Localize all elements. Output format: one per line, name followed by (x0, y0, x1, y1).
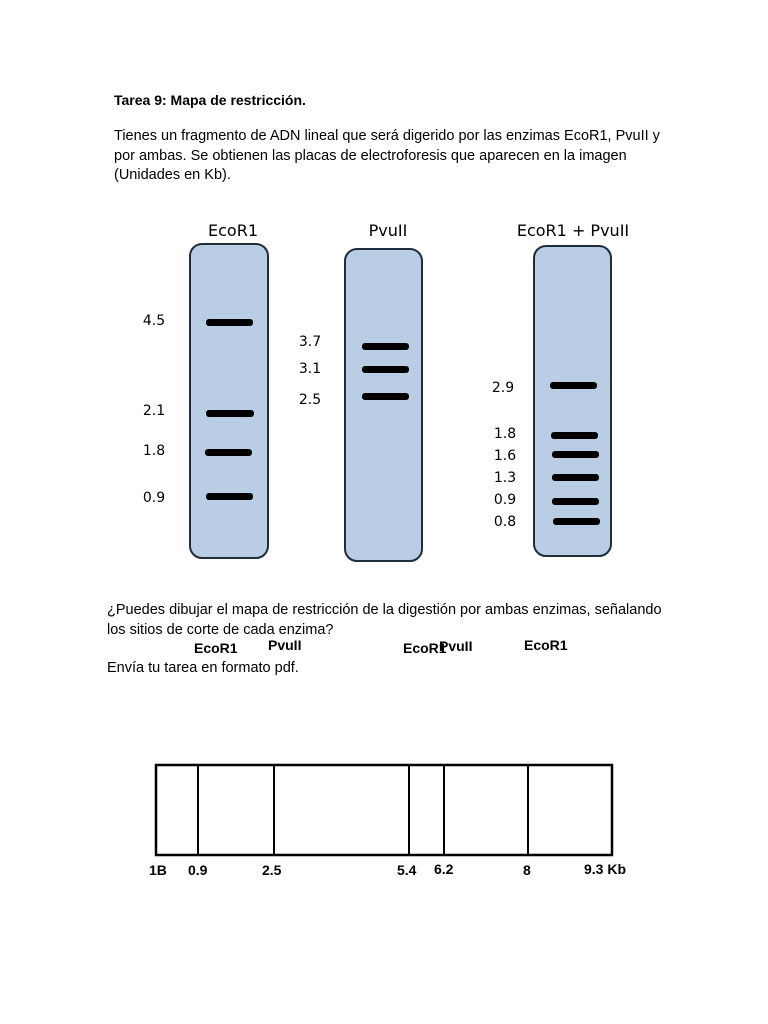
submit-instructions: Envía tu tarea en formato pdf. (107, 660, 299, 676)
gel-lane-ecor1 (190, 244, 268, 558)
band-pvuii-2.5 (362, 393, 409, 400)
map-dna-fragment (156, 765, 612, 855)
assignment-title: Tarea 9: Mapa de restricción. (114, 92, 306, 108)
band-combined-2.9 (550, 382, 597, 389)
band-label: 4.5 (142, 313, 166, 329)
gel-lane-combined (534, 246, 611, 556)
question-text: ¿Puedes dibujar el mapa de restricción de la digestión por ambas enzimas, señalando los sitios de corte de cada enzima? (107, 602, 662, 638)
band-combined-1.3 (552, 474, 599, 481)
band-label: 2.5 (298, 392, 322, 408)
lane-title-pvuii: PvuII (368, 221, 408, 240)
band-label: 1.8 (493, 426, 517, 442)
band-label: 2.1 (142, 403, 166, 419)
band-pvuii-3.7 (362, 343, 409, 350)
assignment-intro: Tienes un fragmento de ADN lineal que será digerido por las enzimas EcoR1, PvuII y por ambas. Se obtienen las placas de electroforesis que aparecen en la imagen (Unidades en Kb). (114, 128, 660, 183)
map-position-label: 9.3 Kb (584, 861, 627, 877)
band-ecor1-0.9 (206, 493, 253, 500)
gel-svg (120, 212, 628, 564)
band-combined-0.8 (553, 518, 600, 525)
band-label: 1.6 (493, 448, 517, 464)
band-label: 3.1 (298, 361, 322, 377)
restriction-map (150, 760, 620, 862)
gel-figure (120, 212, 628, 564)
band-combined-1.8 (551, 432, 598, 439)
map-enzyme-label: EcoR1 (194, 640, 238, 656)
band-combined-0.9 (552, 498, 599, 505)
map-position-label: 0.9 (188, 862, 208, 878)
band-ecor1-2.1 (206, 410, 254, 417)
lane-title-ecor1: EcoR1 (208, 221, 258, 240)
band-label: 1.8 (142, 443, 166, 459)
map-position-label: 2.5 (262, 862, 282, 878)
map-position-label: 8 (523, 862, 531, 878)
band-label: 2.9 (491, 380, 515, 396)
map-enzyme-label: PvuII (439, 638, 473, 654)
band-label: 0.9 (142, 490, 166, 506)
map-enzyme-label: PvuII (268, 637, 302, 653)
map-position-label: 5.4 (397, 862, 417, 878)
map-position-label: 6.2 (434, 861, 454, 877)
band-label: 0.9 (493, 492, 517, 508)
band-combined-1.6 (552, 451, 599, 458)
band-label: 1.3 (493, 470, 517, 486)
map-position-label: 1B (149, 862, 167, 878)
gel-lane-pvuii (345, 249, 422, 561)
band-pvuii-3.1 (362, 366, 409, 373)
band-ecor1-1.8 (205, 449, 252, 456)
lane-title-combined: EcoR1 + PvuII (516, 221, 628, 240)
map-enzyme-label: EcoR1 (524, 637, 568, 653)
band-label: 3.7 (298, 334, 322, 350)
map-enzyme-label: EcoR1 (403, 640, 447, 656)
band-ecor1-4.5 (206, 319, 253, 326)
band-label: 0.8 (493, 514, 517, 530)
